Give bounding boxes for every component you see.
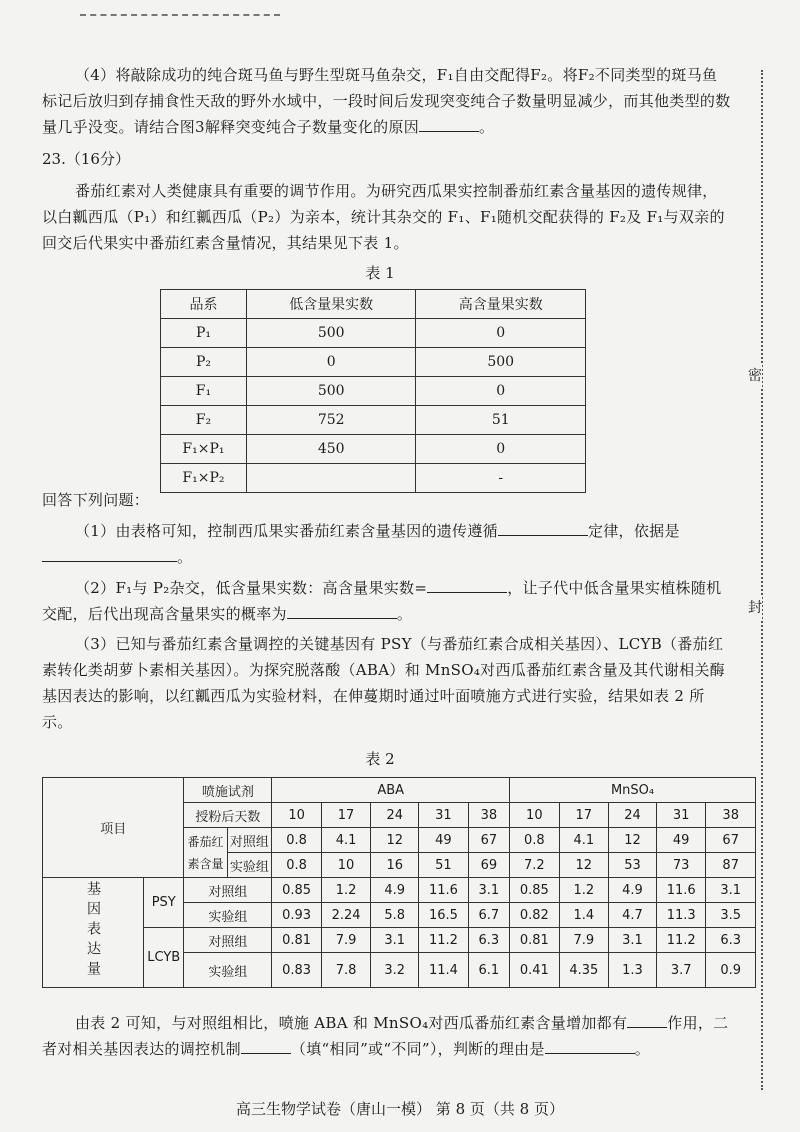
table-cell: 0.8 (272, 853, 321, 878)
table-cell: 11.2 (656, 928, 705, 953)
table-cell: 6.3 (468, 928, 509, 953)
table1-header: 品系 (161, 290, 247, 319)
table-cell: 实验组 (184, 953, 272, 988)
table-cell: 3.1 (706, 878, 756, 903)
table-cell: 4.1 (321, 828, 370, 853)
psy-label: PSY (144, 878, 184, 928)
table-row (43, 778, 756, 803)
answer-blank[interactable] (627, 1013, 667, 1028)
table-row (161, 377, 586, 406)
table-row (43, 878, 756, 903)
table-cell: 24 (609, 803, 657, 828)
table-cell: 7.2 (510, 853, 559, 878)
table-cell: 0 (246, 348, 416, 377)
table-cell: 11.4 (419, 953, 468, 988)
table-cell: F₂ (161, 406, 247, 435)
table-cell: F₁×P₁ (161, 435, 247, 464)
table-cell: 10 (510, 803, 559, 828)
table-row (161, 319, 586, 348)
question-1: （1）由表格可知，控制西瓜果实番茄红素含量基因的遗传遵循 定律，依据是。 (42, 518, 732, 570)
page-footer: 高三生物学试卷（唐山一模） 第 8 页（共 8 页） (236, 1100, 564, 1118)
table-cell: 12 (371, 828, 419, 853)
top-dashed-line (80, 14, 280, 16)
table-cell: 11.6 (419, 878, 468, 903)
table-cell: 4.35 (559, 953, 608, 988)
table-cell: 3.5 (706, 903, 756, 928)
intro-paragraph: 番茄红素对人类健康具有重要的调节作用。为研究西瓜果实控制番茄红素含量基因的遗传规律，以白瓤西瓜（P₁）和红瓤西瓜（P₂）为亲本，统计其杂交的 F₁、F₁随机交配获得的 F₂及 F₁与双亲的回交后代果实中番茄红素含量情况，其结果见下表 1。 (42, 182, 725, 252)
table-cell: 67 (706, 828, 756, 853)
table-cell: 6.1 (468, 953, 509, 988)
table-cell: 17 (559, 803, 608, 828)
days-label: 授粉后天数 (184, 803, 272, 828)
table-cell: 10 (272, 803, 321, 828)
table-cell: 12 (609, 828, 657, 853)
answer-blank[interactable] (419, 117, 479, 132)
table-cell: 6.7 (468, 903, 509, 928)
table-cell: 500 (246, 319, 416, 348)
table-cell: 10 (321, 853, 370, 878)
table-cell: 0.41 (510, 953, 559, 988)
item-label: 项目 (43, 778, 184, 878)
table-cell: 51 (416, 406, 586, 435)
table-cell: 4.7 (609, 903, 657, 928)
table-cell: 3.1 (609, 928, 657, 953)
answer-blank[interactable] (241, 1039, 291, 1054)
table-cell: 24 (371, 803, 419, 828)
table-cell: 38 (706, 803, 756, 828)
table-cell: 31 (656, 803, 705, 828)
table2 (42, 777, 756, 988)
table-cell: 4.9 (609, 878, 657, 903)
table1-caption: 表 1 (365, 264, 395, 282)
table-cell: 0.93 (272, 903, 321, 928)
table-cell: 1.4 (559, 903, 608, 928)
table-cell: F₁×P₂ (161, 464, 247, 493)
lcyb-label: LCYB (144, 928, 184, 988)
table-cell: 0.8 (510, 828, 559, 853)
table-row (161, 406, 586, 435)
answer-blank[interactable] (287, 604, 397, 619)
table-cell: 69 (468, 853, 509, 878)
table-cell: 752 (246, 406, 416, 435)
gene-expression-label: 基因表达量 (43, 878, 144, 988)
answer-blank[interactable] (427, 578, 507, 593)
table-cell: 16.5 (419, 903, 468, 928)
table-cell: 3.1 (371, 928, 419, 953)
table-cell: F₁ (161, 377, 247, 406)
table1-header: 高含量果实数 (416, 290, 586, 319)
table-cell: 0.85 (272, 878, 321, 903)
answer-prompt: 回答下列问题： (42, 491, 150, 509)
table-cell: 对照组 (227, 828, 272, 853)
table-cell: 1.2 (559, 878, 608, 903)
table-cell: 67 (468, 828, 509, 853)
table-row (161, 348, 586, 377)
table-cell: 0.81 (272, 928, 321, 953)
table-cell: 0.9 (706, 953, 756, 988)
question-3-paragraph: （3）已知与番茄红素含量调控的关键基因有 PSY（与番茄红素合成相关基因）、LCYB（番茄红素转化类胡萝卜素相关基因）。为探究脱落酸（ABA）和 MnSO₄对西瓜番茄红素含量及其代谢相关酶基因表达的影响，以红瓤西瓜为实验材料，在伸蔓期时通过叶面喷施方式进行实验，结果如表 2 所示。 (42, 635, 725, 731)
table-row (43, 928, 756, 953)
table-cell: 1.2 (321, 878, 370, 903)
table-cell: 实验组 (227, 853, 272, 878)
table-row (161, 435, 586, 464)
table-cell: 4.9 (371, 878, 419, 903)
table1-header-row (161, 290, 586, 319)
table1-header: 低含量果实数 (246, 290, 416, 319)
table-cell: 5.8 (371, 903, 419, 928)
lycopene-label: 番茄红素含量 (184, 828, 227, 878)
table-cell: 16 (371, 853, 419, 878)
reagent-mnso4: MnSO₄ (510, 778, 756, 803)
side-char-mi: 密 (748, 363, 762, 387)
table-cell: 49 (656, 828, 705, 853)
table-cell: 对照组 (184, 878, 272, 903)
table-cell: 73 (656, 853, 705, 878)
answer-blank[interactable] (42, 547, 177, 562)
table-cell: 12 (559, 853, 608, 878)
spray-label: 喷施试剂 (184, 778, 272, 803)
table-cell: 450 (246, 435, 416, 464)
table-cell: 53 (609, 853, 657, 878)
table-cell: - (416, 464, 586, 493)
table-cell: 31 (419, 803, 468, 828)
table-cell: 17 (321, 803, 370, 828)
table-cell: 11.2 (419, 928, 468, 953)
table-cell: 1.3 (609, 953, 657, 988)
table-cell: 0.82 (510, 903, 559, 928)
table2-caption: 表 2 (365, 750, 395, 768)
table-cell: 500 (246, 377, 416, 406)
answer-blank[interactable] (545, 1039, 635, 1054)
table-cell: 4.1 (559, 828, 608, 853)
table-cell: 3.2 (371, 953, 419, 988)
table-cell: P₁ (161, 319, 247, 348)
side-char-feng: 封 (748, 595, 762, 619)
question-4-paragraph: （4）将敲除成功的纯合斑马鱼与野生型斑马鱼杂交，F₁自由交配得F₂。将F₂不同类型的斑马鱼标记后放归到存捕食性天敌的野外水域中，一段时间后发现突变纯合子数量明显减少，而其他类型的数量几乎没变。请结合图3解释突变纯合子数量变化的原因 。 (42, 66, 731, 136)
table-cell: 实验组 (184, 903, 272, 928)
table-cell: 3.7 (656, 953, 705, 988)
table-cell: P₂ (161, 348, 247, 377)
table-cell: 0.81 (510, 928, 559, 953)
table-cell: 7.9 (559, 928, 608, 953)
table-cell: 0.8 (272, 828, 321, 853)
answer-blank[interactable] (498, 521, 588, 536)
table-cell: 11.3 (656, 903, 705, 928)
table-cell: 0 (416, 319, 586, 348)
table-cell: 7.9 (321, 928, 370, 953)
table-cell: 87 (706, 853, 756, 878)
table-cell: 对照组 (184, 928, 272, 953)
table-cell: 38 (468, 803, 509, 828)
question-23-number: 23.（16分） (42, 150, 130, 168)
binding-dotted-line (761, 70, 763, 1090)
table1 (160, 289, 586, 493)
table-cell: 0 (416, 435, 586, 464)
table-cell: 0.83 (272, 953, 321, 988)
table-cell: 49 (419, 828, 468, 853)
table-cell: 6.3 (706, 928, 756, 953)
table-cell: 3.1 (468, 878, 509, 903)
reagent-aba: ABA (272, 778, 510, 803)
conclusion-paragraph: 由表 2 可知，与对照组相比，喷施 ABA 和 MnSO₄对西瓜番茄红素含量增加都有 作用，二者对相关基因表达的调控机制 （填“相同”或“不同”），判断的理由是 。 (42, 1014, 729, 1058)
table-cell: 2.24 (321, 903, 370, 928)
table-cell: 0.85 (510, 878, 559, 903)
table-cell: 0 (416, 377, 586, 406)
question-2: （2）F₁与 P₂杂交，低含量果实数：高含量果实数= ，让子代中低含量果实植株随机交配，后代出现高含量果实的概率为 。 (42, 579, 722, 623)
table-cell: 7.8 (321, 953, 370, 988)
table-cell: 500 (416, 348, 586, 377)
table-cell: 51 (419, 853, 468, 878)
table-cell: 11.6 (656, 878, 705, 903)
